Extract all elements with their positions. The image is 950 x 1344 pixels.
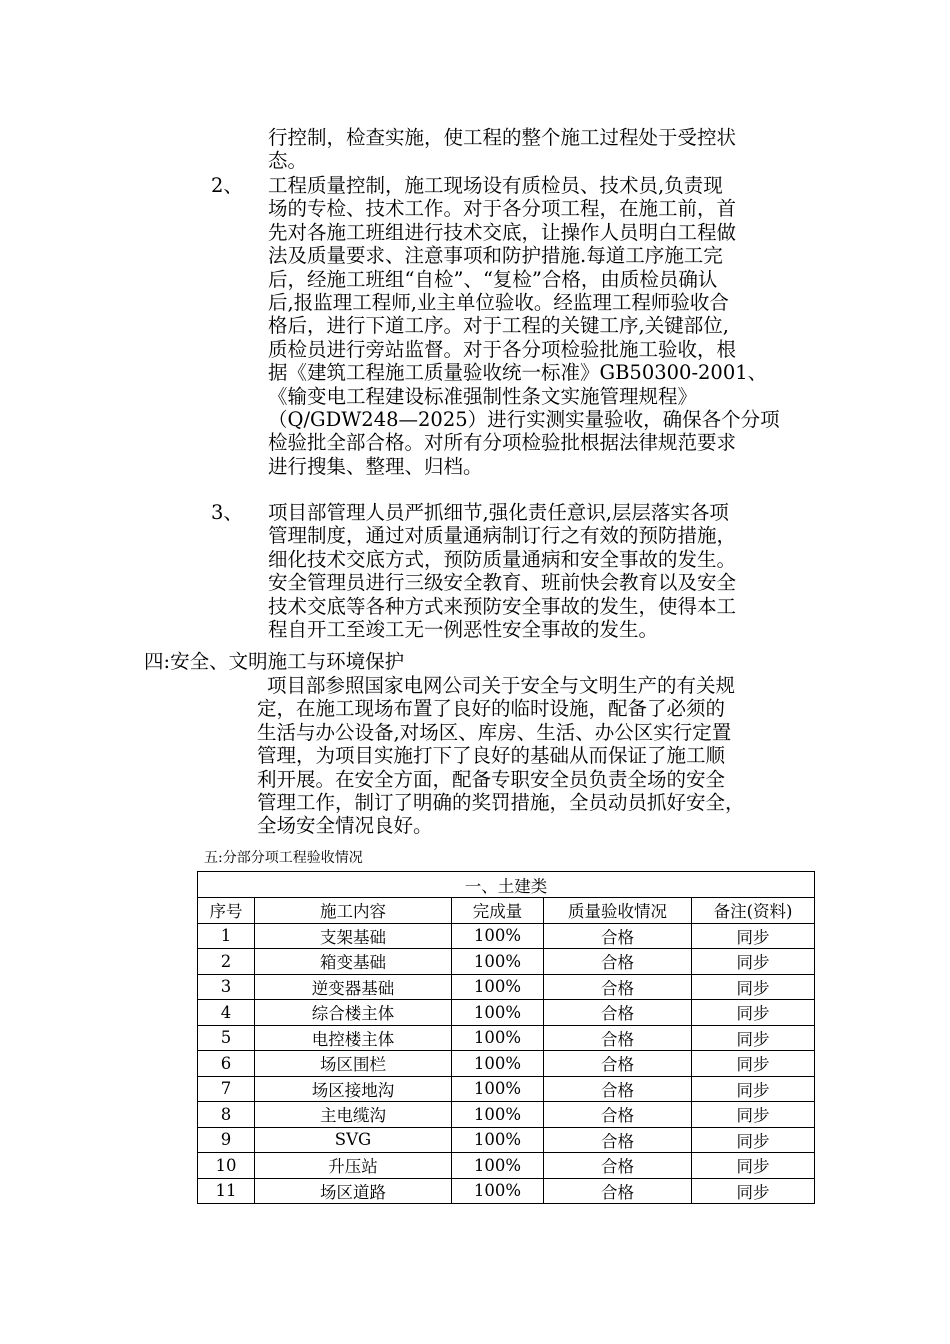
column-header: 施工内容 <box>255 898 452 924</box>
text-line: 定，在施工现场布置了良好的临时设施，配备了必须的 <box>257 697 726 721</box>
table-row <box>198 1102 815 1128</box>
table-cell: 同步 <box>692 1000 815 1026</box>
table-cell: 场区接地沟 <box>255 1076 452 1102</box>
table-cell: 5 <box>198 1025 255 1051</box>
table-cell: 100% <box>452 1127 544 1153</box>
text-line: 工程质量控制，施工现场设有质检员、技术员,负责现 <box>268 174 723 197</box>
table-cell: 升压站 <box>255 1153 452 1179</box>
table-cell: 合格 <box>544 1102 692 1128</box>
text-line: 检验批全部合格。对所有分项检验批根据法律规范要求 <box>268 431 737 455</box>
section-4-paragraph <box>257 674 745 838</box>
text-line: 行控制，检查实施，使工程的整个施工过程处于受控状 <box>268 126 737 149</box>
item-number: 2、 <box>211 174 243 197</box>
table-cell: 4 <box>198 1000 255 1026</box>
table-cell: 6 <box>198 1051 255 1077</box>
text-line: 据《建筑工程施工质量验收统一标准》GB50300-2001、 <box>268 361 768 385</box>
table-cell: 100% <box>452 923 544 949</box>
text-line: 细化技术交底方式，预防质量通病和安全事故的发生。 <box>268 547 737 571</box>
continuation-paragraph <box>268 126 736 173</box>
column-header: 完成量 <box>452 898 544 924</box>
table-cell: 同步 <box>692 949 815 975</box>
table-cell: 合格 <box>544 974 692 1000</box>
text-line: 进行搜集、整理、归档。 <box>268 454 483 478</box>
table-cell: 合格 <box>544 1000 692 1026</box>
table-cell: 合格 <box>544 1153 692 1179</box>
table-cell: 7 <box>198 1076 255 1102</box>
table-cell: 100% <box>452 1153 544 1179</box>
item-3-paragraph <box>268 501 736 641</box>
table-cell: 100% <box>452 1000 544 1026</box>
text-line: 质检员进行旁站监督。对于各分项检验批施工验收，根 <box>268 337 737 361</box>
item-2-paragraph <box>268 174 780 478</box>
item-number: 3、 <box>211 501 243 524</box>
table-row <box>198 1178 815 1204</box>
table-row <box>198 923 815 949</box>
table-cell: 合格 <box>544 949 692 975</box>
column-header: 序号 <box>198 898 255 924</box>
text-line: 格后，进行下道工序。对于工程的关键工序,关键部位, <box>268 314 729 338</box>
text-line: 利开展。在安全方面，配备专职安全员负责全场的安全 <box>257 767 726 791</box>
text-line: 法及质量要求、注意事项和防护措施.每道工序施工完 <box>268 244 723 268</box>
table-row <box>198 1127 815 1153</box>
table-row <box>198 1076 815 1102</box>
table-row <box>198 1051 815 1077</box>
table-cell: 合格 <box>544 1051 692 1077</box>
table-cell: 100% <box>452 1025 544 1051</box>
table-cell: 同步 <box>692 1051 815 1077</box>
table-cell: 合格 <box>544 1076 692 1102</box>
table-cell: 场区道路 <box>255 1178 452 1204</box>
table-cell: 电控楼主体 <box>255 1025 452 1051</box>
table-cell: 同步 <box>692 1127 815 1153</box>
column-header: 备注(资料) <box>692 898 815 924</box>
table-cell: 100% <box>452 974 544 1000</box>
table-row <box>198 949 815 975</box>
table-cell: 主电缆沟 <box>255 1102 452 1128</box>
table-cell: 场区围栏 <box>255 1051 452 1077</box>
text-line: 项目部管理人员严抓细节,强化责任意识,层层落实各项 <box>268 501 729 524</box>
text-line: 先对各施工班组进行技术交底，让操作人员明白工程做 <box>268 220 737 244</box>
table-cell: 8 <box>198 1102 255 1128</box>
text-line: 态。 <box>268 149 308 173</box>
table-cell: 1 <box>198 923 255 949</box>
text-line: 安全管理员进行三级安全教育、班前快会教育以及安全 <box>268 571 737 595</box>
text-line: 项目部参照国家电网公司关于安全与文明生产的有关规 <box>267 674 736 697</box>
table-cell: 同步 <box>692 1102 815 1128</box>
table-cell: 11 <box>198 1178 255 1204</box>
table-cell: 100% <box>452 1051 544 1077</box>
text-line: 技术交底等各种方式来预防安全事故的发生，使得本工 <box>268 594 737 618</box>
column-header: 质量验收情况 <box>544 898 692 924</box>
section-heading: 四:安全、文明施工与环境保护 <box>144 650 405 673</box>
text-line: （Q/GDW248—2025）进行实测实量验收，确保各个分项 <box>268 408 780 432</box>
text-line: 管理工作，制订了明确的奖罚措施，全员动员抓好安全， <box>257 791 745 815</box>
table-cell: 100% <box>452 949 544 975</box>
text-line: 管理，为项目实施打下了良好的基础从而保证了施工顺 <box>257 744 726 768</box>
table-header-row <box>198 898 815 924</box>
table-cell: 逆变器基础 <box>255 974 452 1000</box>
table-cell: 合格 <box>544 1178 692 1204</box>
table-caption: 五:分部分项工程验收情况 <box>204 850 363 866</box>
text-line: 全场安全情况良好。 <box>257 814 433 838</box>
table-cell: 支架基础 <box>255 923 452 949</box>
acceptance-table <box>197 871 815 1204</box>
table-cell: 2 <box>198 949 255 975</box>
table-cell: 箱变基础 <box>255 949 452 975</box>
table-cell: 同步 <box>692 1076 815 1102</box>
table-cell: 综合楼主体 <box>255 1000 452 1026</box>
table-cell: 同步 <box>692 974 815 1000</box>
table-cell: 100% <box>452 1178 544 1204</box>
text-line: 场的专检、技术工作。对于各分项工程，在施工前，首 <box>268 197 737 221</box>
text-line: 程自开工至竣工无一例恶性安全事故的发生。 <box>268 618 659 642</box>
table-cell: 合格 <box>544 923 692 949</box>
text-line: 《输变电工程建设标准强制性条文实施管理规程》 <box>268 384 698 408</box>
table-cell: 合格 <box>544 1127 692 1153</box>
table-title: 一、土建类 <box>198 872 815 898</box>
table-cell: 同步 <box>692 1025 815 1051</box>
table-cell: 合格 <box>544 1025 692 1051</box>
table-row <box>198 974 815 1000</box>
table-cell: SVG <box>255 1127 452 1153</box>
table-cell: 同步 <box>692 923 815 949</box>
text-line: 生活与办公设备,对场区、库房、生活、办公区实行定置 <box>257 720 732 744</box>
table-row <box>198 1025 815 1051</box>
table-cell: 同步 <box>692 1153 815 1179</box>
table-cell: 3 <box>198 974 255 1000</box>
table-cell: 100% <box>452 1076 544 1102</box>
table-cell: 同步 <box>692 1178 815 1204</box>
table-row <box>198 1000 815 1026</box>
text-line: 后,报监理工程师,业主单位验收。经监理工程师验收合 <box>268 291 729 315</box>
table-row <box>198 1153 815 1179</box>
table-cell: 9 <box>198 1127 255 1153</box>
text-line: 管理制度，通过对质量通病制订行之有效的预防措施， <box>268 524 737 548</box>
table-cell: 10 <box>198 1153 255 1179</box>
text-line: 后，经施工班组“自检”、“复检”合格，由质检员确认 <box>268 267 718 291</box>
table-cell: 100% <box>452 1102 544 1128</box>
